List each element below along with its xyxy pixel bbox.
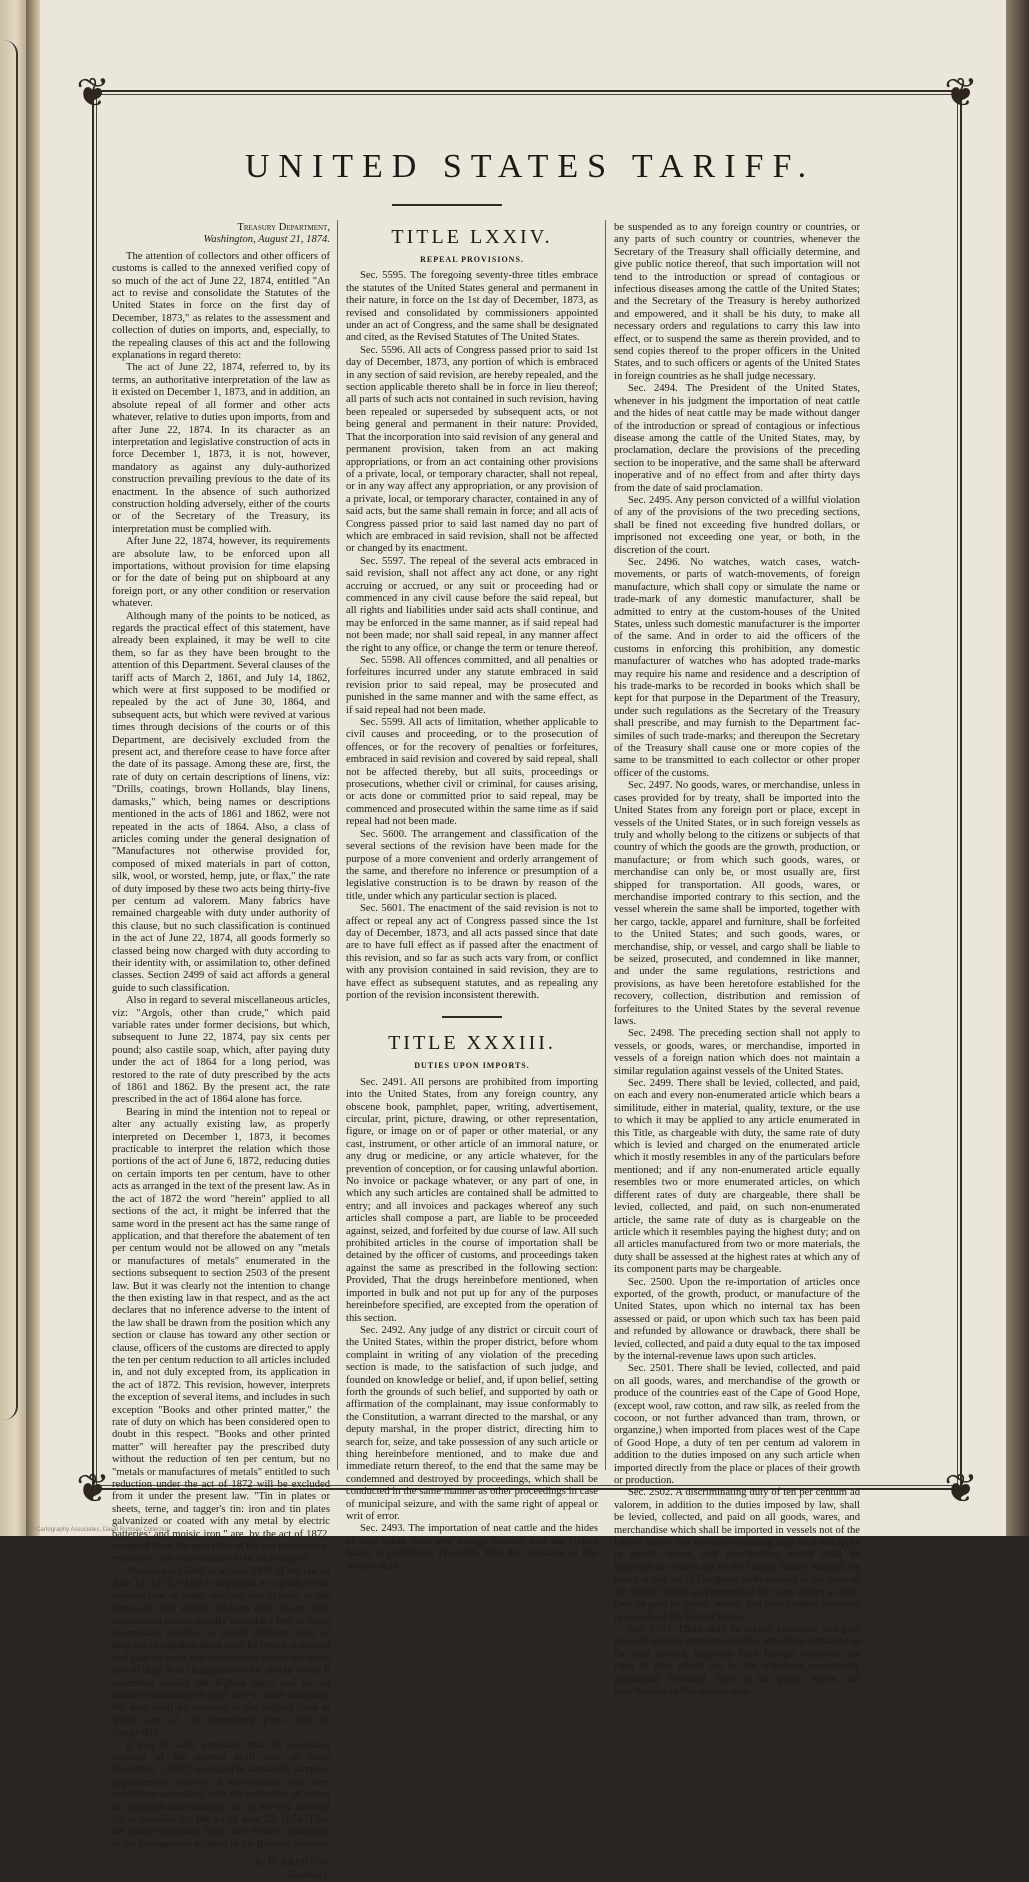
page-title: UNITED STATES TARIFF. xyxy=(244,148,816,185)
paragraph: The act of June 22, 1874, referred to, by its terms, an authoritative interpretation of the law as it existed on December 1, 1873, and in addition, an absolute repeal of all former and other acts whatever, relative to duties upon imports, from and after June 22, 1874. In its character as an interpretation and legislative construction of acts in force December 1, 1873, it is not, however, mandatory as against any duly-authorized construction prevailing previous to the date of its enactment. In the absence of such authorized construction holding adversely, either of the courts or of the Secretary of the Treasury, its interpretation must be complied with. xyxy=(112,362,330,535)
book-gutter xyxy=(26,0,40,1536)
paragraph: The attention of collectors and other officers of customs is called to the annexed verified copy of so much of the act of June 22, 1874, entitled "An act to revise and consolidate the Statutes of the United States in force on the first day of December, 1873," as relates to the assessment and collection of duties on imports, and, especially, to the repealing clauses of this act and the following explanations in regard thereto: xyxy=(112,250,330,362)
paragraph: Sec. 5600. The arrangement and classification of the several sections of the revision have been made for the purpose of a more convenient and orderly arrangement of the same, and therefore no inference or presumption of a legislative construction is to be drawn by reason of the title, under which any particular section is placed. xyxy=(346,828,598,902)
paragraph: Sec. 5599. All acts of limitation, whether applicable to civil causes and proceeding, or to the prosecution of offences, or for the recovery of penalties or forfeitures, embraced in said revision and covered by said repeal, shall not be affected thereby, but all suits, proceedings or prosecutions, whether civil or criminal, for causes arising, or acts done or committed prior to said repeal, may be commenced and prosecuted within the same time as if said repeal had not been made. xyxy=(346,717,598,828)
corner-ornament-icon: ❦ xyxy=(944,70,978,115)
paragraph: Sec. 2501. There shall be levied, collected, and paid on all goods, wares, and merchandise of the growth or produce of the countries east of the Cape of Good Hope, (except wool, raw cotton, and raw silk, as reeled from the cocoon, or not further advanced than tram, thrown, or organzine,) when imported from places west of the Cape of Good Hope, a duty of ten per centum ad valorem in addition to the duties imposed on any such article when imported directly from the place or places of their growth or production. xyxy=(614,1363,860,1487)
paragraph: Sec. 2498. The preceding section shall not apply to vessels, or goods, wares, or merchandise, imported in vessels of a foreign nation which does not maintain a similar regulation against vessels of the United States. xyxy=(614,1028,860,1077)
column-divider xyxy=(605,220,606,1470)
paragraph: Although many of the points to be noticed, as regards the practical effect of this statement, have already been explained, it may be well to cite them, so far as they have been brought to the attention of this Department. Several clauses of the tariff acts of March 2, 1861, and July 14, 1862, which were at first supposed to be modified or repealed by the act of June 30, 1864, and subsequent acts, but which were revived at various times through decisions of the courts or of this Department, are decisively excluded from the present act, and therefore cease to have force after the date of its passage. Among these are, first, the rate of duty on certain descriptions of linens, viz: "Drills, coatings, brown Hollands, blay linens, damasks," which, being names or descriptions mentioned in the acts of 1861 and 1862, were not repeated in the acts of 1864. Also, a class of articles coming under the general designation of "Manufactures not otherwise provided for, composed of mixed materials in part of cotton, silk, wool, or worsted, hemp, jute, or flax," the rate of duty imposed by these two acts being thirty-five per centum ad valorem. Many fabrics have remained chargeable with duty under authority of this clause, but no such classification is continued in the act of June 22, 1874, all goods formerly so classed being now charged with duty according to their identity with, or assimilation to, other defined classes. Section 2499 of said act affords a general guide to such classification. xyxy=(112,610,330,994)
book-cover-edge xyxy=(1006,0,1029,1536)
department-heading: Treasury Department, xyxy=(237,222,330,233)
section-divider xyxy=(442,1016,502,1018)
paragraph: Sec. 5596. All acts of Congress passed prior to said 1st day of December, 1873, any portion of which is embraced in any section of said revision, are hereby repealed, and the section applicable thereto shall be in force in lieu thereof; all parts of such acts not contained in such revision, having been repealed or superseded by subsequent acts, or not being general and permanent in their nature: Provided, That the incorporation into said revision of any general and permanent provision, taken from an act making appropriations, or from an act containing other provisions of a private, local, or temporary character, shall not repeal, or in any way affect any appropriation, or any provision of a private, local, or temporary character, contained in any of said acts, but the same shall remain in force; and all acts of Congress passed prior to said last named day no part of which are embraced in said revision, shall not be affected or changed by its enactment. xyxy=(346,344,598,555)
paragraph: be suspended as to any foreign country or countries, or any parts of such country or countries, whenever the Secretary of the Treasury shall officially determine, and give public notice thereof, that such importation will not tend to the introduction or spread of contagious or infectious diseases among the cattle of the United States; and the Secretary of the Treasury is hereby authorized and empowered, and it shall be his duty, to make all necessary orders and regulations to carry this law into effect, or to suspend the same as therein provided, and to send copies thereof to the proper officers in the United States, and to such officers or agents of the United States in foreign countries as he shall judge necessary. xyxy=(614,222,860,382)
paragraph: Sec. 2503. There shall be levied, collected, and paid upon all articles mentioned in the schedules contained in the next section, imported from foreign countries, the rates of duty which are by the schedules respectively prescribed: Provided, That on the goods, wares, and merchandise in this section enu- xyxy=(614,1623,860,1697)
paragraph: Sec. 2497. No goods, wares, or merchandise, unless in cases provided for by treaty, shall be imported into the United States from any foreign port or place, except in vessels of the United States, or in such foreign vessels as truly and wholly belong to the citizens or subjects of that country of which the goods are the growth, production, or manufacture; or from which such goods, wares, or merchandise can only be, or most usually are, first shipped for transportation. All goods, wares, or merchandise imported contrary to this section, and the vessel wherein the same shall be imported, together with her cargo, tackle, apparel and furniture, shall be forfeited to the United States; and such goods, wares, or merchandise, ship, or vessel, and cargo shall be liable to be seized, prosecuted, and condemned in like manner, and under the same regulations, restrictions and provisions, as have been heretofore established for the recovery, collection, distribution and remission of forfeitures to the United States by the several revenue laws. xyxy=(614,780,860,1027)
paragraph: Also in regard to several miscellaneous articles, viz: "Argols, other than crude," which paid variable rates under former decisions, but which, subsequent to June 22, 1874, pay six cents per pound; also castile soap, which, after paying duty under the act of 1864 for a long period, was restored to the rate of duty prescribed by the acts of 1861 and 1862. By the present act, the rate prescribed in the act of 1864 alone has force. xyxy=(112,995,330,1106)
paragraph: It may be said, generally, that the associated sections of the several tariff acts in force December 1, 1873, in regard to standards, samples, appraisement, custody of merchandise, and other conditions associated with the collection of duties on imported merchandise, are in no way affected by, or repealed by, the act of June 22, 1874. They are simply separated from their former connection in the arrangement adopted in the Revised Statutes. xyxy=(112,1739,330,1850)
paragraph: Attention is called to section 2499 of the law of June 22, 1874, which is important as a guide to the construction of other sections and clauses of the same act. This section declares that "If any non-enumerated article equally resembles two or more enumerated articles on which different rates of duty are chargeable, there shall be levied, collected and paid on such non-enumerated article the same rate of duty as is chargeable on the article which it resembles paying the highest duty; and on all articles manufactured from two or more materials, the duty shall be assessed at the highest rates at which any of its component parts may be chargeable." xyxy=(112,1565,330,1739)
paragraph: Sec. 2492. Any judge of any district or circuit court of the United States, within the proper district, before whom complaint in writing of any violation of the preceding section is made, to the satisfaction of such judge, and founded on knowledge or belief, and, if upon belief, setting forth the grounds of such belief, and supported by oath or affirmation of the complainant, may issue conformably to the Constitution, a warrant directed to the marshal, or any deputy marshal, in the proper district, directing him to search for, seize, and take possession of any such article or thing hereinbefore mentioned, and to make due and immediate return thereof, to the end that the same may be condemned and destroyed by proceedings, which shall be conducted in the same manner as other proceedings in case of municipal seizure, and with the same right of appeal or writ of error. xyxy=(346,1324,598,1522)
paragraph: Sec. 5601. The enactment of the said revision is not to affect or repeal any act of Congress passed since the 1st day of December, 1873, and all acts passed since that date are to have full effect as if passed after the enactment of this revision, and so far as such acts vary from, or conflict with any provision contained in said revision, they are to have effect as subsequent statutes, and as repealing any portion of the revision inconsistent therewith. xyxy=(346,903,598,1001)
column-divider xyxy=(337,220,338,1470)
paragraph: Sec. 5595. The foregoing seventy-three titles embrace the statutes of the United States general and permanent in their nature, in force on the 1st day of December, 1873, as revised and consolidated by commissioners appointed under an act of Congress, and the same shall be designated and cited, as the Revised Statutes of The United States. xyxy=(346,270,598,344)
paragraph: Sec. 2491. All persons are prohibited from importing into the United States, from any foreign country, any obscene book, pamphlet, paper, writing, advertisement, circular, print, picture, drawing, or other representation, figure, or image on or of paper or other material, or any cast, instrument, or other article of an immoral nature, or any drug or medicine, or any article whatever, for the prevention of conception, or for causing unlawful abortion. No invoice or package whatever, or any part of one, in which any such articles are contained shall be admitted to entry; and all invoices and packages whereof any such articles shall compose a part, are liable to be proceeded against, seized, and forfeited by due course of law. All such prohibited articles in the course of importation shall be detained by the officer of customs, and proceedings taken against the same as prescribed in the following section: Provided, That the drugs hereinbefore mentioned, when imported in bulk and not put up for any of the purposes hereinbefore specified, are excepted from the operation of this section. xyxy=(346,1076,599,1324)
adjacent-page-ornament xyxy=(0,40,18,1420)
paragraph: Sec. 2500. Upon the re-importation of articles once exported, of the growth, product, or manufacture of the United States, upon which no internal tax has been assessed or paid, or upon which such tax has been paid and refunded by allowance or drawback, there shall be levied, collected, and paid a duty equal to the tax imposed by the internal-revenue laws upon such articles. xyxy=(614,1276,860,1362)
corner-ornament-icon: ❦ xyxy=(944,1466,978,1511)
signature-title: Secretary. xyxy=(287,1869,330,1881)
adjacent-page-edge xyxy=(0,0,26,1536)
paragraph: Sec. 2496. No watches, watch cases, watch-movements, or parts of watch-movements, of foreign manufacture, which shall copy or simulate the name or trade-mark of any domestic manufacturer, shall be admitted to entry at the custom-houses of the United States, unless such domestic manufacturer is the importer of the same. And in order to aid the officers of the customs in enforcing this prohibition, any domestic manufacturer of watches who has adopted trade-marks may require his name and residence and a description of his trade-marks to be recorded in books which shall be kept for that purpose in the Department of the Treasury, under such regulations as the Secretary of the Treasury shall prescribe, and may furnish to the Department fac-similes of such trade-marks; and thereupon the Secretary of the Treasury shall cause one or more copies of the same to be transmitted to each collector or other proper officer of the customs. xyxy=(614,556,860,779)
signature: B. H. BRISTOW, xyxy=(255,1857,330,1869)
paragraph: Sec. 5598. All offences committed, and all penalties or forfeitures incurred under any statute embraced in said revision prior to said repeal, may be prosecuted and punished in the same manner and with the same effect, as if said repeal had not been made. xyxy=(346,655,598,716)
collection-credit: © Cartography Associates, David Rumsey Collection xyxy=(30,1527,170,1533)
column-circular xyxy=(112,222,330,1881)
section-subtitle: REPEAL PROVISIONS. xyxy=(420,255,524,264)
column-title-lxxiv xyxy=(346,222,599,1572)
section-subtitle: DUTIES UPON IMPORTS. xyxy=(414,1061,530,1071)
paragraph: Sec. 2495. Any person convicted of a willful violation of any of the provisions of the two preceding sections, shall be fined not exceeding five hundred dollars, or imprisoned not exceeding one year, or both, in the discretion of the court. xyxy=(614,494,860,556)
corner-ornament-icon: ❦ xyxy=(76,1466,110,1511)
paragraph: Bearing in mind the intention not to repeal or alter any actually existing law, as properly interpreted on December 1, 1873, it becomes practicable to interpret the relation which those portions of the act of June 6, 1872, reducing duties on certain imports ten per centum, have to other acts as arranged in the text of the present law. As in the act of 1872 the word "herein" applied to all sections of the act, it might be inferred that the same word in the present act has the same range of application, and that therefore the abatement of ten per centum would not be allowed on any "metals or manufactures of metals" enumerated in the sections subsequent to section 2503 of the present law. But it was clearly not the intention to change the then existing law in that respect, and as the act declares that no inference adverse to the intent of the law shall be drawn from the position which any section or clause has toward any other section or clause, officers of the customs are directed to apply the ten per centum reduction to all articles included in, and not duly excepted from, its application in the act of 1872. This revision, however, interprets the exception of several items, and includes in such exception "Books and other printed matter," the rate of duty on which has been considered open to doubt in this respect. "Books and other printed matter" will hereafter pay the prescribed duty without the reduction of ten per centum, but no "metals or manufactures of metals" entitled to such reduction under the act of 1872 will be excluded from it under the present law. "Tin in plates or sheets, terne, and tagger's tin: iron and tin plates galvanized or coated with any metal by electric batteries; and moisic iron," are, by the act of 1872, excepted from the operation of the ten-per-centum-reduction, and will continue to be so excepted. xyxy=(112,1106,330,1565)
dateline: Washington, August 21, 1874. xyxy=(203,234,330,246)
corner-ornament-icon: ❦ xyxy=(76,70,110,115)
section-title: TITLE LXXIV. xyxy=(391,226,553,248)
section-title: TITLE XXXIII. xyxy=(388,1032,556,1055)
paragraph: Sec. 5597. The repeal of the several acts embraced in said revision, shall not affect any act done, or any right accruing or accrued, or any suit or proceeding had or commenced in any civil cause before the said repeal, but all rights and liabilities under said acts shall continue, and may be enforced in the same manner, as if said repeal had not been made; nor shall said repeal, in any manner affect the right to any office, or change the term or tenure thereof. xyxy=(346,555,598,654)
column-continued xyxy=(614,222,860,1697)
paragraph: Sec. 2502. A discriminating duty of ten per centum ad valorem, in addition to the duties imposed by law, shall be levied, collected, and paid on all goods, wares, and merchandise which shall be imported in vessels not of the United States; but this discriminating duty shall not apply to goods, wares, and merchandise which shall be imported in vessels not of the United States, entitled, by treaty or any act of Congress, to be entered in the ports of the United States on payment of the same duties as shall then be paid on goods, wares, and merchandise imported in vessels of the United States. xyxy=(614,1487,860,1623)
title-rule xyxy=(392,204,502,206)
paragraph: Sec. 2493. The importation of neat cattle and the hides of neat cattle from any foreign country into the United States is prohibited: Provided, That the operation of this section shall xyxy=(346,1523,598,1572)
paragraph: Sec. 2494. The President of the United States, whenever in his judgment the importation of neat cattle and the hides of neat cattle may be made without danger of the introduction or spread of contagious or infectious disease among the cattle of the United States, may, by proclamation, declare the provisions of the preceding section to be inoperative, and the same shall be afterward inoperative and of no effect from and after thirty days from the date of said proclamation. xyxy=(614,383,860,494)
paragraph: Sec. 2499. There shall be levied, collected, and paid, on each and every non-enumerated article which bears a similitude, either in material, quality, texture, or the use to which it may be applied to any article enumerated in this Title, as chargeable with duty, the same rate of duty which is levied and charged on the enumerated article which it mostly resembles in any of the particulars before mentioned; and if any non-enumerated article equally resembles two or more enumerated articles, on which different rates of duty are chargeable, there shall be levied, collected, and paid, on such non-enumerated article, the same rate of duty as is chargeable on the article which it resembles paying the highest duty; and on all articles manufactured from two or more materials, the duty shall be assessed at the highest rates at which any of its component parts may be chargeable. xyxy=(614,1078,860,1276)
paragraph: After June 22, 1874, however, its requirements are absolute law, to be enforced upon all importations, without provision for time elapsing or for the date of being put on shipboard at any foreign port, or any other condition or reservation whatever. xyxy=(112,536,330,610)
